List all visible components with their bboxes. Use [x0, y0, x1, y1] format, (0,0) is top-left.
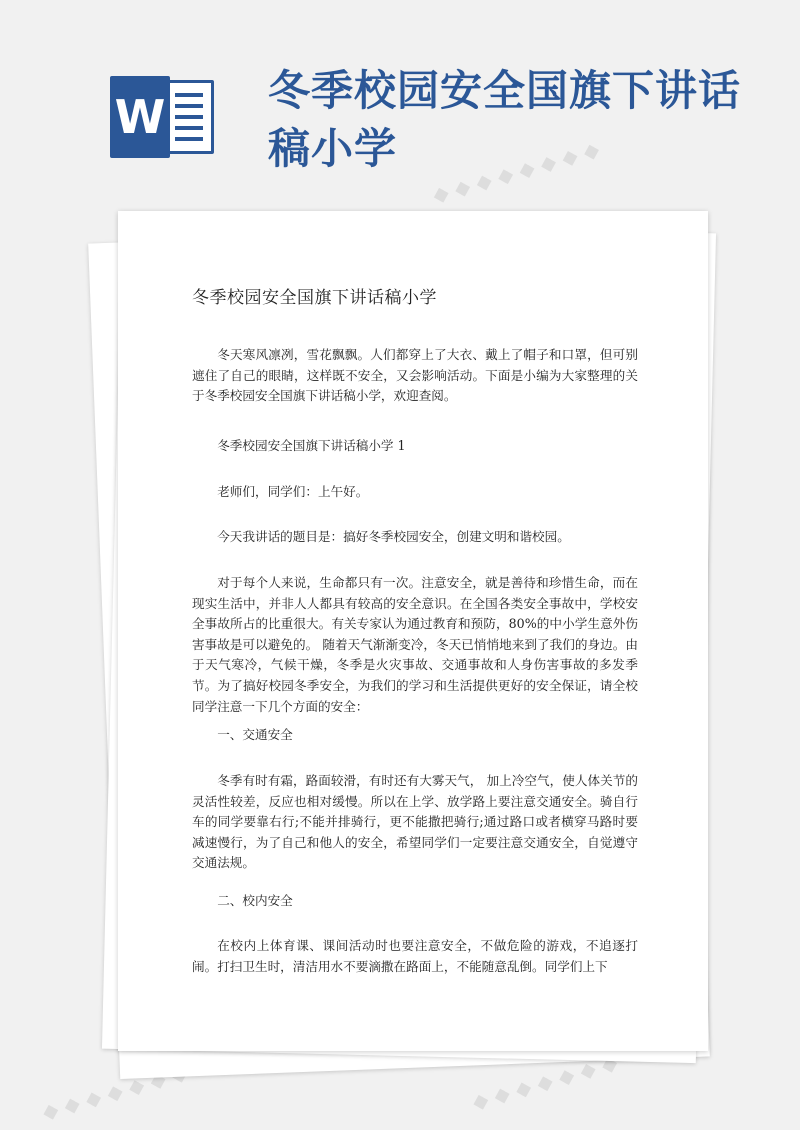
section-heading-traffic: 一、交通安全 — [217, 727, 293, 742]
watermark: ◆ ◆ ◆ ◆ ◆ ◆ ◆ ◆ — [430, 136, 602, 208]
paragraph-body: 对于每个人来说，生命都只有一次。注意安全，就是善待和珍惜生命，而在现实生活中，并非人人都具有较高的安全意识。在全国各类安全事故中，学校安全事故所占的比重很大。有关专家认为通过教育和预防，80%的中小学生意外伤害事故是可以避免的。 随着天气渐渐变冷，冬天已悄悄地来到了我们的身边。由于天气寒冷，气候干燥，冬季是火灾事故、交通事故和人身伤害事故的多发季节。为了搞好校园冬季安全，为我们的学习和生活提供更好的安全保证，请全校同学注意一下几个方面的安全： — [192, 575, 638, 714]
paragraph-intro: 冬天寒风凛冽，雪花飘飘。人们都穿上了大衣、戴上了帽子和口罩，但可别遮住了自己的眼睛，这样既不安全，又会影响活动。下面是小编为大家整理的关于冬季校园安全国旗下讲话稿小学，欢迎查阅。 — [192, 347, 638, 404]
paragraph-traffic: 冬季有时有霜，路面较滑，有时还有大雾天气， 加上冷空气，使人体关节的灵活性较差，反应也相对缓慢。所以在上学、放学路上要注意交通安全。骑自行车的同学要靠右行;不能并排骑行，更不能撒把骑行;通过路口或者横穿马路时要减速慢行，为了自己和他人的安全，希望同学们一定要注意交通安全，自觉遵守交通法规。 — [192, 773, 638, 871]
document-page — [118, 211, 708, 1051]
paragraph-greeting: 老师们，同学们：上午好。 — [217, 484, 369, 499]
section-heading-campus: 二、校内安全 — [217, 893, 293, 908]
paragraph-campus: 在校内上体育课、课间活动时也要注意安全，不做危险的游戏，不追逐打闹。打扫卫生时，清洁用水不要滴撒在路面上，不能随意乱倒。同学们上下 — [192, 938, 638, 974]
page-title: 冬季校园安全国旗下讲话稿小学 — [268, 66, 742, 173]
paragraph-topic: 今天我讲话的题目是：搞好冬季校园安全，创建文明和谐校园。 — [217, 529, 570, 544]
watermark: ◆ ◆ ◆ ◆ ◆ ◆ ◆ — [469, 1049, 620, 1115]
word-document-icon — [110, 76, 216, 158]
document-title: 冬季校园安全国旗下讲话稿小学 — [192, 288, 437, 308]
watermark: ◆ ◆ ◆ ◆ ◆ ◆ ◆ — [39, 1059, 190, 1125]
section-heading: 冬季校园安全国旗下讲话稿小学 1 — [217, 438, 406, 453]
word-letter-badge: W — [110, 76, 170, 158]
